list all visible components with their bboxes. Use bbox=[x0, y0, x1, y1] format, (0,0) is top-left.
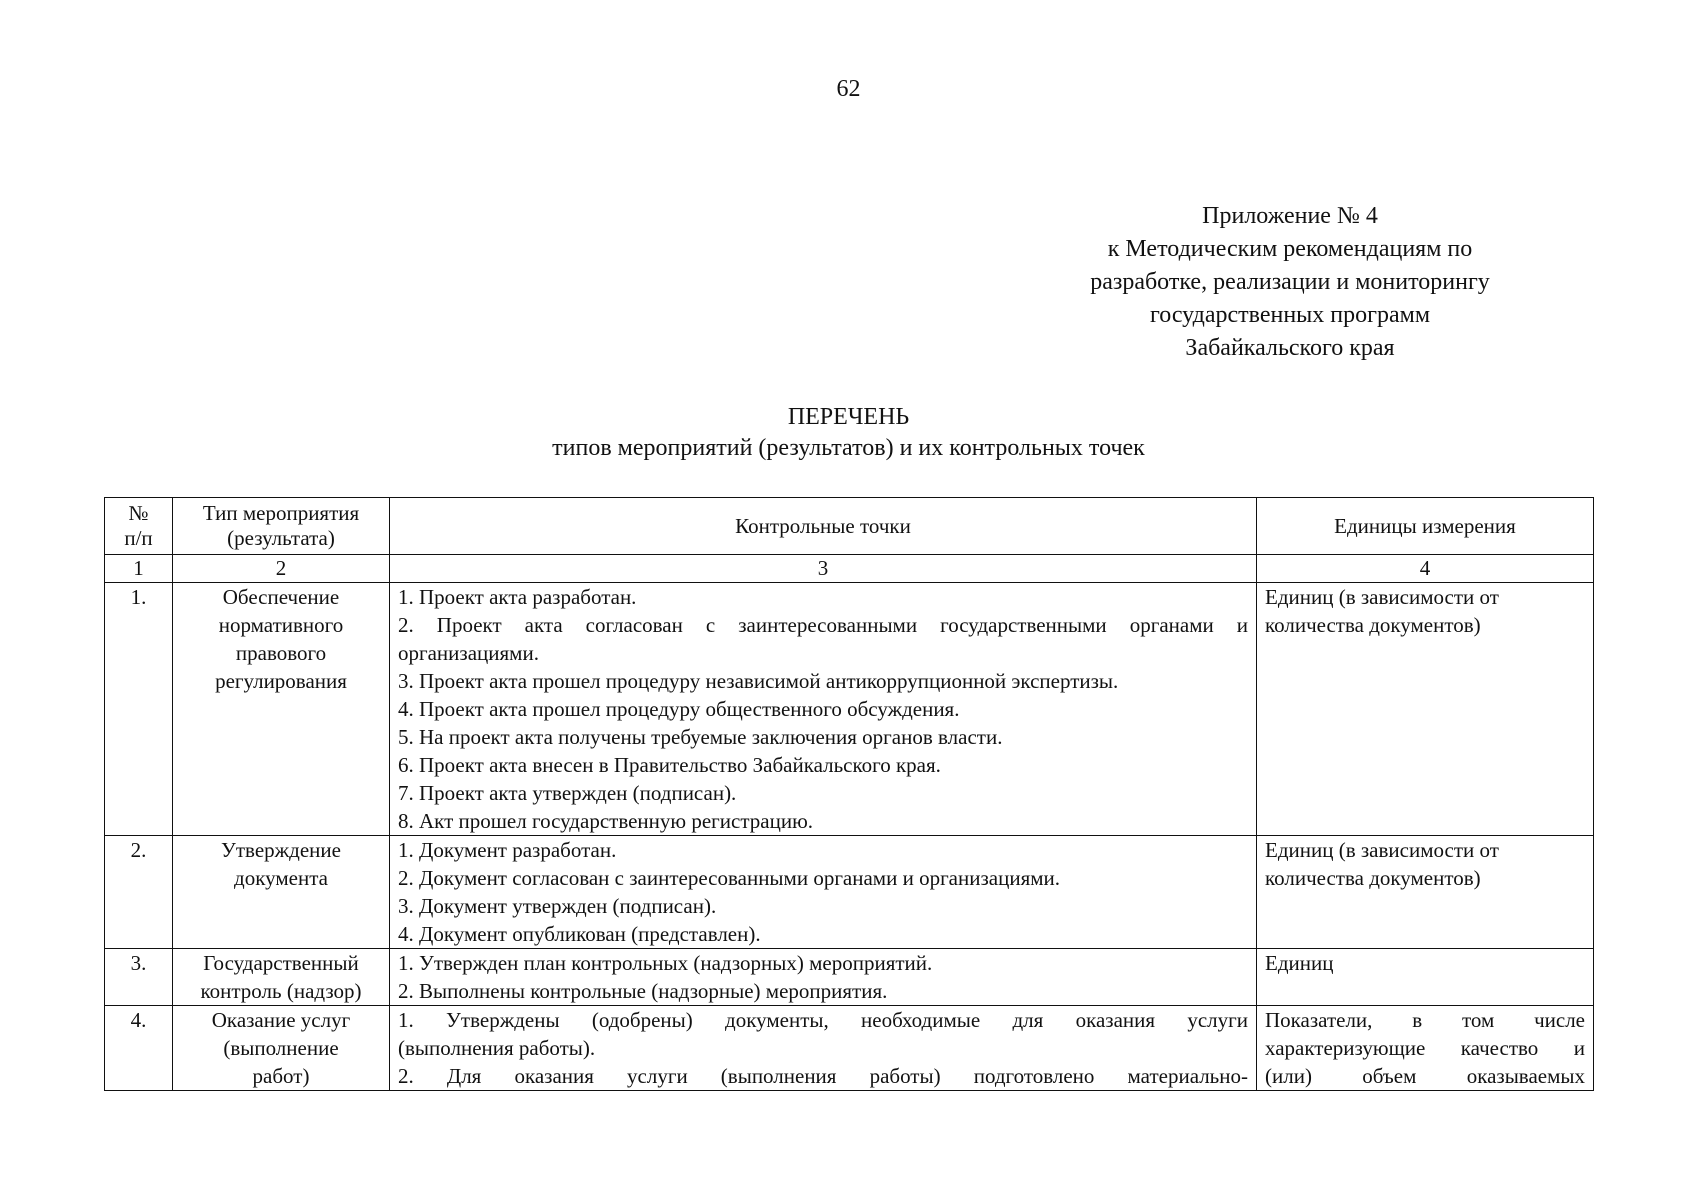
row-control-points: 1. Утвержден план контрольных (надзорных) мероприятий. 2. Выполнены контрольные (надзорные) мероприятия. bbox=[390, 949, 1257, 1006]
row-type: Утверждение документа bbox=[173, 836, 390, 949]
row-type: Оказание услуг (выполнение работ) bbox=[173, 1006, 390, 1091]
column-number: 4 bbox=[1257, 555, 1594, 583]
appendix-line: к Методическим рекомендациям по bbox=[1107, 236, 1473, 262]
row-units: Единиц (в зависимости от количества документов) bbox=[1257, 583, 1594, 836]
row-num: 1. bbox=[105, 583, 173, 836]
row-units: Показатели, в том числе характеризующие качество и (или) объем оказываемых bbox=[1257, 1006, 1594, 1091]
row-num: 3. bbox=[105, 949, 173, 1006]
row-num: 4. bbox=[105, 1006, 173, 1091]
title-subheading: типов мероприятий (результатов) и их контрольных точек bbox=[552, 435, 1145, 461]
header-type: Тип мероприятия (результата) bbox=[173, 498, 390, 555]
row-control-points: 1. Утверждены (одобрены) документы, необходимые для оказания услуги (выполнения работы). 2. Для оказания услуги (выполнения работы) подготовлено материально- bbox=[390, 1006, 1257, 1091]
header-num: № п/п bbox=[105, 498, 173, 555]
row-control-points: 1. Документ разработан. 2. Документ согласован с заинтересованными органами и организациями. 3. Документ утвержден (подписан). 4. Документ опубликован (представлен). bbox=[390, 836, 1257, 949]
header-points: Контрольные точки bbox=[390, 498, 1257, 555]
column-numbers-row bbox=[105, 555, 1594, 583]
header-units: Единицы измерения bbox=[1257, 498, 1594, 555]
table-header-row bbox=[105, 498, 1594, 555]
column-number: 1 bbox=[105, 555, 173, 583]
table-row bbox=[105, 583, 1594, 836]
table-row bbox=[105, 949, 1594, 1006]
row-num: 2. bbox=[105, 836, 173, 949]
table-row bbox=[105, 1006, 1594, 1091]
row-units: Единиц (в зависимости от количества документов) bbox=[1257, 836, 1594, 949]
appendix-line: Приложение № 4 bbox=[1202, 203, 1378, 229]
title-heading: ПЕРЕЧЕНЬ bbox=[787, 404, 910, 430]
measures-table bbox=[104, 497, 1594, 1091]
row-type: Обеспечение нормативного правового регулирования bbox=[173, 583, 390, 836]
document-title bbox=[0, 402, 1697, 464]
row-control-points: 1. Проект акта разработан. 2. Проект акта согласован с заинтересованными государственными органами и организациями. 3. Проект акта прошел процедуру независимой антикоррупционной экспертизы. 4. Проект акта прошел процедуру общественного обсуждения. 5. На проект акта получены требуемые заключения органов власти. 6. Проект акта внесен в Правительство Забайкальского края. 7. Проект акта утвержден (подписан). 8. Акт прошел государственную регистрацию. bbox=[390, 583, 1257, 836]
appendix-note bbox=[1020, 200, 1560, 365]
column-number: 2 bbox=[173, 555, 390, 583]
table-row bbox=[105, 836, 1594, 949]
appendix-line: Забайкальского края bbox=[1185, 335, 1395, 361]
appendix-line: государственных программ bbox=[1149, 302, 1431, 328]
column-number: 3 bbox=[390, 555, 1257, 583]
page-number: 62 bbox=[836, 76, 861, 102]
row-type: Государственный контроль (надзор) bbox=[173, 949, 390, 1006]
appendix-line: разработке, реализации и мониторингу bbox=[1090, 269, 1490, 295]
row-units: Единиц bbox=[1257, 949, 1594, 1006]
